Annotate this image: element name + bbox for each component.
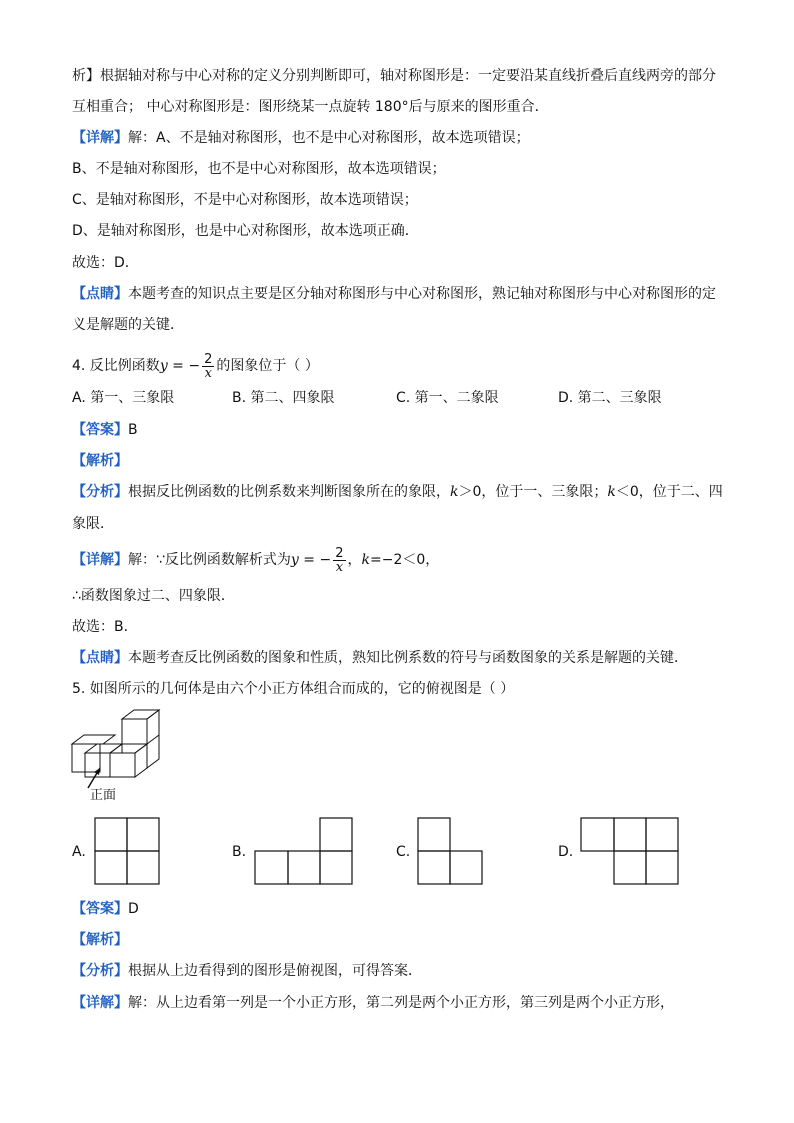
note-tag: 【点睛】	[72, 286, 128, 302]
q5-option-b-figure[interactable]	[254, 817, 354, 885]
question-4-stem: 4. 反比例函数y = − $\frac{2}{x}$ 的图象位于（ ）	[72, 351, 319, 381]
detail-line: 【详解】解：A、不是轴对称图形，也不是中心对称图形，故本选项错误；	[72, 130, 530, 146]
q5-option-c-label[interactable]: C.	[396, 844, 411, 860]
q4-answer: 【答案】B	[72, 422, 138, 438]
q4-option-c[interactable]: C. 第一、二象限	[396, 390, 499, 406]
q5-detail: 【详解】解：从上边看第一列是一个小正方形，第二列是两个小正方形，第三列是两个小正方形，	[72, 995, 674, 1011]
q4-note: 【点睛】本题考查反比例函数的图象和性质，熟知比例系数的符号与函数图象的关系是解题的关键．	[72, 650, 688, 666]
front-label: 正面	[90, 788, 117, 803]
q4-choose: 故选：B．	[72, 619, 138, 635]
explanation-line-2: 互相重合； 中心对称图形是：图形绕某一点旋转 180°后与原来的图形重合．	[72, 99, 549, 115]
q5-fenxi: 【分析】根据从上边看得到的图形是俯视图，可得答案．	[72, 963, 422, 979]
note-line-1: 【点睛】本题考查的知识点主要是区分轴对称图形与中心对称图形，熟记轴对称图形与中心对称图形的定	[72, 286, 716, 302]
q5-option-a-figure[interactable]	[94, 817, 160, 885]
q4-therefore: ∴函数图象过二、四象限．	[72, 588, 235, 604]
q4-option-a[interactable]: A. 第一、三象限	[72, 390, 175, 406]
q4-option-b[interactable]: B. 第二、四象限	[232, 390, 335, 406]
q4-fenxi-line-1: 【分析】根据反比例函数的比例系数来判断图象所在的象限，k＞0，位于一、三象限；k＜0，位于二、四	[72, 484, 723, 500]
q4-analysis-tag: 【解析】	[72, 453, 128, 469]
explanation-line-1: 析】根据轴对称与中心对称的定义分别判断即可，轴对称图形是：一定要沿某直线折叠后直线两旁的部分	[72, 68, 716, 84]
note-line-2: 义是解题的关键．	[72, 317, 184, 333]
choose-line: 故选：D．	[72, 255, 139, 271]
q5-option-d-figure[interactable]	[580, 817, 680, 885]
q4-option-d[interactable]: D. 第二、三象限	[558, 390, 662, 406]
q4-detail-line: 【详解】解：∵反比例函数解析式为y = − $\frac{2}{x}$ ，k=−2＜0，	[72, 545, 440, 575]
detail-b-line: B、不是轴对称图形，也不是中心对称图形，故本选项错误；	[72, 161, 446, 177]
q5-analysis-tag: 【解析】	[72, 932, 128, 948]
q5-option-b-label[interactable]: B.	[232, 844, 247, 860]
cube-figure	[70, 708, 170, 803]
detail-tag: 【详解】	[72, 130, 128, 146]
q5-option-a-label[interactable]: A.	[72, 844, 86, 860]
detail-d-line: D、是轴对称图形，也是中心对称图形，故本选项正确．	[72, 223, 419, 239]
q5-option-d-label[interactable]: D.	[558, 844, 574, 860]
q5-option-c-figure[interactable]	[417, 817, 485, 885]
detail-c-line: C、是轴对称图形，不是中心对称图形，故本选项错误；	[72, 192, 418, 208]
q4-fenxi-line-2: 象限．	[72, 516, 114, 532]
fraction: $\frac{2}{x}$	[335, 545, 344, 575]
fraction: $\frac{2}{x}$	[204, 351, 213, 381]
q5-answer: 【答案】D	[72, 901, 139, 917]
question-5-stem: 5. 如图所示的几何体是由六个小正方体组合而成的，它的俯视图是（ ）	[72, 681, 515, 697]
